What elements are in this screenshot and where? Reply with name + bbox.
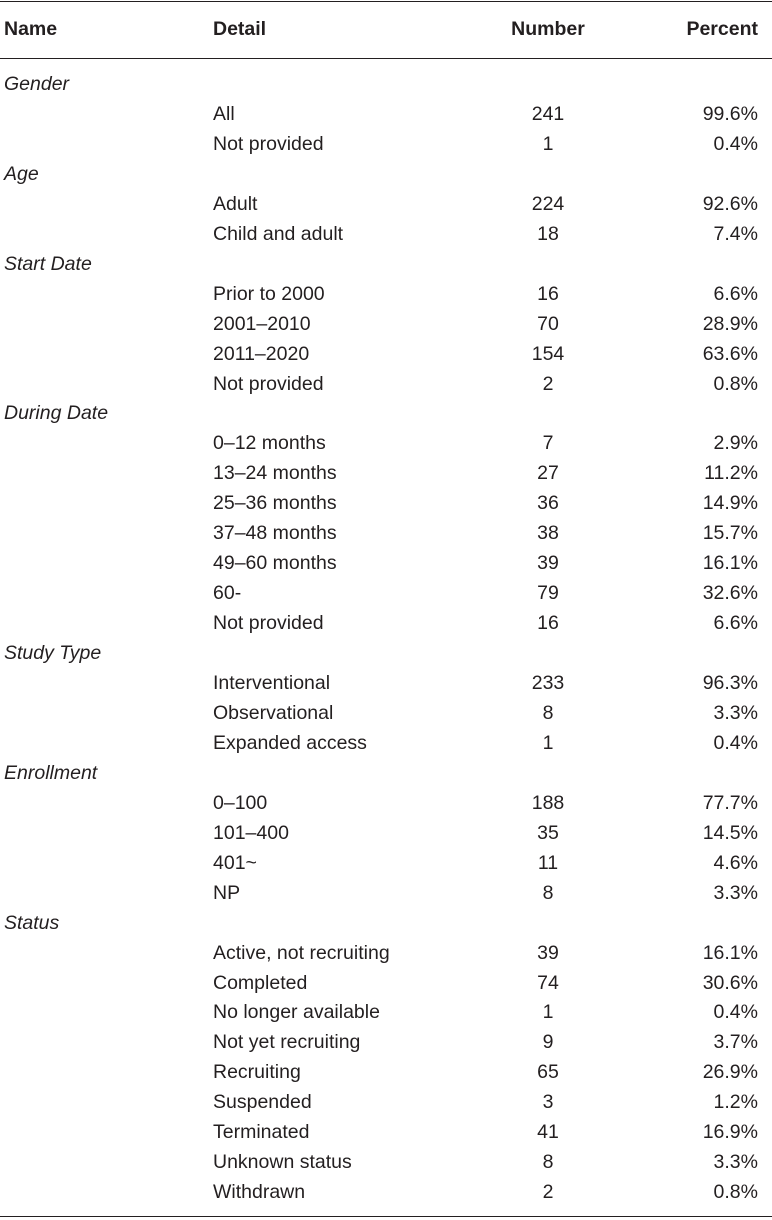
- header-number: Number: [511, 18, 585, 40]
- table-row: [0, 339, 772, 369]
- group-row: [0, 638, 772, 668]
- row-percent: 28.9%: [702, 312, 758, 335]
- row-percent: 16.1%: [702, 552, 758, 575]
- row-detail: Expanded access: [213, 731, 367, 754]
- row-percent: 6.6%: [713, 282, 758, 305]
- row-percent: 0.4%: [713, 132, 758, 155]
- row-percent: 77.7%: [702, 791, 758, 814]
- row-number: 8: [542, 701, 554, 724]
- row-detail: 101–400: [213, 821, 289, 844]
- table-row: [0, 1087, 772, 1117]
- group-row: [0, 908, 772, 938]
- table-row: [0, 369, 772, 399]
- group-name: Status: [4, 911, 60, 934]
- header-name: Name: [4, 18, 58, 40]
- row-number: 38: [537, 522, 559, 545]
- row-number: 18: [537, 222, 559, 245]
- row-number: 8: [542, 1151, 554, 1174]
- row-detail: Withdrawn: [213, 1181, 306, 1204]
- row-percent: 0.4%: [713, 1001, 758, 1024]
- row-percent: 92.6%: [702, 192, 758, 215]
- row-number: 241: [531, 103, 565, 125]
- row-number: 35: [537, 821, 559, 844]
- row-detail: 25–36 months: [213, 492, 337, 515]
- row-detail: Terminated: [213, 1121, 310, 1144]
- row-number: 7: [542, 432, 554, 455]
- table-row: [0, 698, 772, 728]
- table-row: [0, 488, 772, 518]
- row-number: 233: [531, 672, 565, 694]
- row-number: 1: [542, 1001, 554, 1024]
- table-row: [0, 428, 772, 458]
- table-top-rule: [0, 1, 772, 2]
- row-number: 41: [537, 1121, 559, 1144]
- row-number: 1: [542, 132, 554, 155]
- row-detail: Observational: [213, 701, 334, 724]
- row-percent: 0.4%: [713, 731, 758, 754]
- group-name: Study Type: [4, 642, 102, 664]
- row-detail: NP: [213, 881, 241, 904]
- table-row: [0, 458, 772, 488]
- row-detail: 0–12 months: [213, 432, 326, 455]
- table-row: [0, 1147, 772, 1177]
- row-number: 154: [531, 342, 565, 365]
- row-percent: 14.9%: [702, 492, 758, 515]
- row-percent: 11.2%: [704, 462, 758, 485]
- table-row: [0, 818, 772, 848]
- group-name: Start Date: [4, 252, 92, 275]
- row-number: 2: [542, 372, 554, 395]
- row-number: 16: [537, 282, 559, 305]
- group-name: Age: [4, 162, 39, 185]
- table-row: [0, 129, 772, 159]
- group-row: [0, 758, 772, 788]
- table-row: [0, 668, 772, 698]
- table-row: [0, 99, 772, 129]
- table-row: [0, 578, 772, 608]
- row-percent: 6.6%: [713, 612, 758, 635]
- row-percent: 15.7%: [702, 522, 758, 545]
- group-name: During Date: [4, 402, 109, 425]
- table-row: [0, 728, 772, 758]
- row-percent: 3.3%: [713, 881, 758, 904]
- table-bottom-rule: [0, 1216, 772, 1217]
- table-row: [0, 518, 772, 548]
- row-detail: 2011–2020: [213, 342, 310, 365]
- row-detail: 2001–2010: [213, 312, 311, 335]
- table-row: [0, 997, 772, 1027]
- table-row: [0, 878, 772, 908]
- row-percent: 16.1%: [702, 941, 758, 964]
- row-detail: Recruiting: [213, 1061, 301, 1084]
- row-detail: No longer available: [213, 1001, 380, 1024]
- row-detail: Child and adult: [213, 222, 344, 245]
- table-row: [0, 279, 772, 309]
- row-detail: Unknown status: [213, 1151, 352, 1174]
- table-row: [0, 309, 772, 339]
- row-number: 188: [531, 791, 565, 814]
- table-header-row: [0, 14, 772, 44]
- table-row: [0, 1027, 772, 1057]
- row-number: 224: [531, 192, 565, 215]
- row-detail: Adult: [213, 192, 258, 215]
- row-percent: 3.3%: [713, 1151, 758, 1174]
- row-number: 11: [537, 851, 559, 874]
- group-row: [0, 249, 772, 279]
- row-detail: Not provided: [213, 612, 324, 635]
- row-percent: 2.9%: [713, 432, 758, 455]
- row-detail: 37–48 months: [213, 522, 337, 545]
- table-row: [0, 1177, 772, 1207]
- row-detail: 49–60 months: [213, 552, 337, 575]
- group-name: Gender: [4, 73, 70, 95]
- row-number: 27: [537, 462, 559, 485]
- row-detail: Not provided: [213, 372, 324, 395]
- group-row: [0, 398, 772, 428]
- table-row: [0, 938, 772, 968]
- row-number: 79: [537, 582, 559, 605]
- header-percent: Percent: [686, 18, 758, 40]
- table-row: [0, 548, 772, 578]
- row-detail: Active, not recruiting: [213, 941, 390, 964]
- row-number: 2: [542, 1181, 554, 1204]
- row-detail: Suspended: [213, 1091, 312, 1114]
- row-number: 36: [537, 492, 559, 515]
- row-percent: 32.6%: [702, 582, 758, 605]
- table-row: [0, 219, 772, 249]
- row-percent: 4.6%: [713, 851, 758, 874]
- row-percent: 0.8%: [713, 372, 758, 395]
- row-percent: 96.3%: [702, 672, 758, 694]
- row-number: 16: [537, 612, 559, 635]
- group-name: Enrollment: [4, 761, 98, 784]
- row-percent: 3.7%: [713, 1031, 758, 1054]
- row-number: 9: [542, 1031, 554, 1054]
- row-percent: 16.9%: [702, 1121, 758, 1144]
- table-row: [0, 968, 772, 998]
- row-percent: 7.4%: [713, 222, 758, 245]
- row-detail: 401~: [213, 851, 257, 874]
- group-row: [0, 69, 772, 99]
- row-percent: 1.2%: [713, 1091, 758, 1114]
- table-row: [0, 608, 772, 638]
- row-number: 8: [542, 881, 554, 904]
- table-row: [0, 788, 772, 818]
- row-number: 74: [537, 971, 559, 994]
- row-detail: 13–24 months: [213, 462, 337, 485]
- row-number: 3: [542, 1091, 554, 1114]
- row-detail: 0–100: [213, 791, 268, 814]
- row-detail: Completed: [213, 971, 308, 994]
- row-percent: 99.6%: [702, 103, 758, 125]
- row-percent: 14.5%: [702, 821, 758, 844]
- row-number: 1: [542, 731, 554, 754]
- row-percent: 0.8%: [713, 1181, 758, 1204]
- table-header-rule: [0, 58, 772, 59]
- row-percent: 63.6%: [702, 342, 758, 365]
- table-row: [0, 848, 772, 878]
- row-number: 39: [537, 941, 559, 964]
- row-percent: 30.6%: [702, 971, 758, 994]
- row-number: 70: [537, 312, 559, 335]
- row-detail: Interventional: [213, 672, 331, 694]
- row-percent: 26.9%: [702, 1061, 758, 1084]
- row-detail: Not provided: [213, 132, 324, 155]
- row-detail: All: [213, 103, 235, 125]
- row-detail: 60-: [213, 582, 242, 605]
- header-detail: Detail: [213, 18, 267, 40]
- row-detail: Not yet recruiting: [213, 1031, 361, 1054]
- table-row: [0, 1057, 772, 1087]
- table-row: [0, 189, 772, 219]
- row-detail: Prior to 2000: [213, 282, 325, 305]
- group-row: [0, 159, 772, 189]
- row-number: 65: [537, 1061, 559, 1084]
- row-percent: 3.3%: [713, 701, 758, 724]
- row-number: 39: [537, 552, 559, 575]
- table-row: [0, 1117, 772, 1147]
